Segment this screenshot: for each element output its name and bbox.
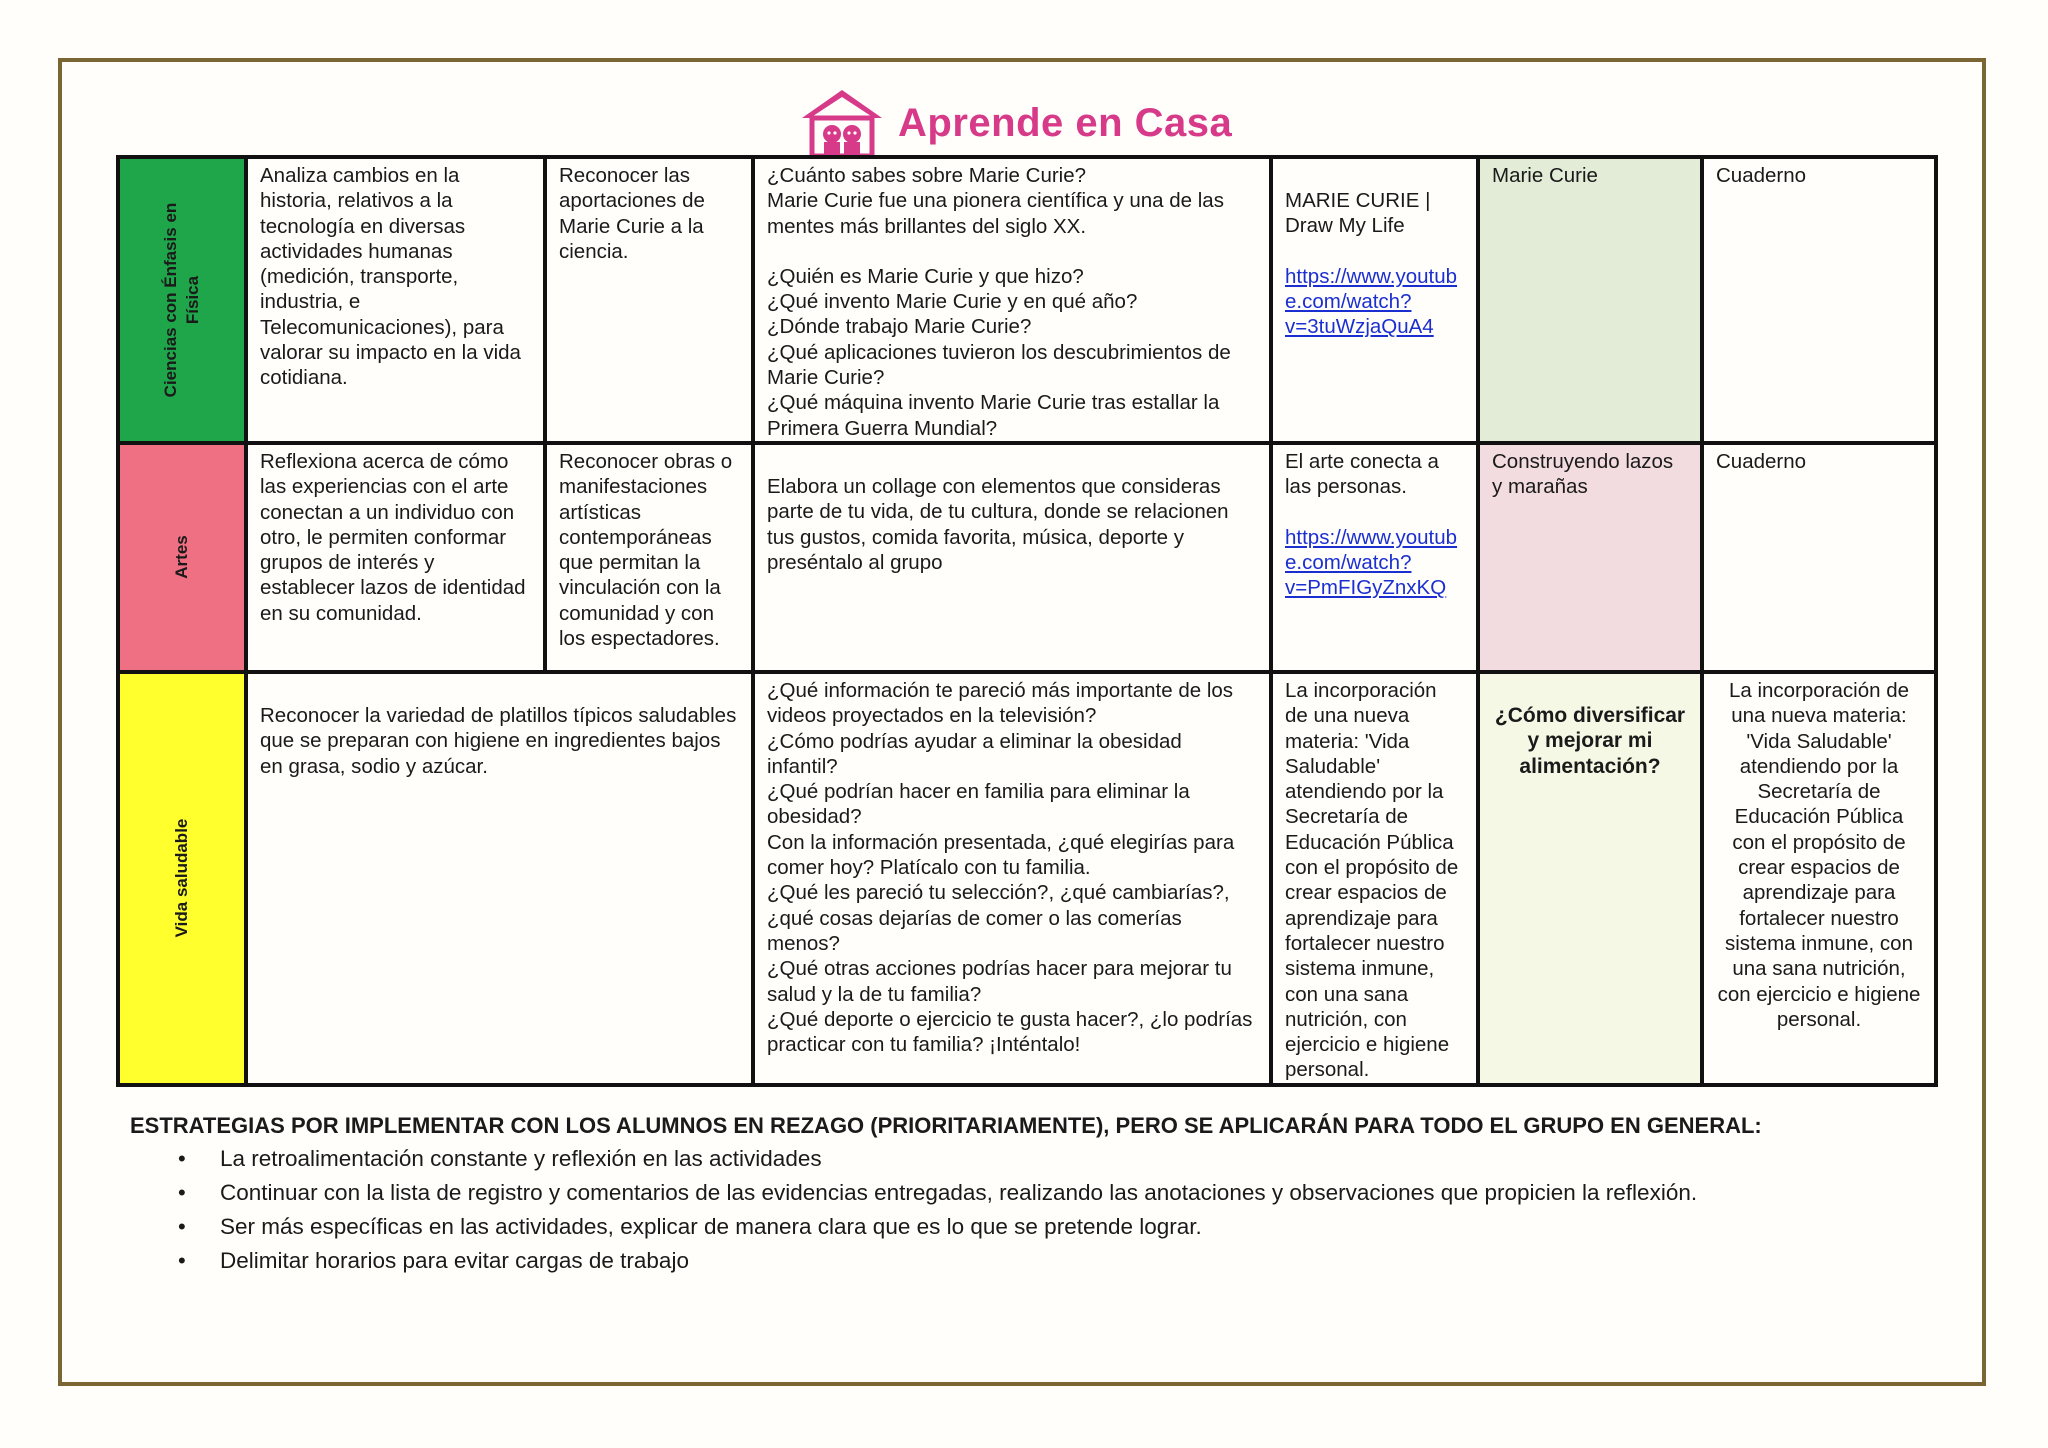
activity-line: ¿Qué les pareció tu selección?, ¿qué cambiarías?, ¿qué cosas dejarías de comer o las comerías menos?	[767, 881, 1230, 955]
activity-line: ¿Qué invento Marie Curie y en qué año?	[767, 290, 1138, 314]
purpose-cell: Reconocer obras o manifestaciones artísticas contemporáneas que permitan la vinculación con la comunidad y con los espectadores.	[545, 443, 753, 672]
youtube-link[interactable]: https://www.youtube.com/watch?v=PmFIGyZnxKQ	[1285, 525, 1458, 600]
activity-text: Elabora un collage con elementos que consideras parte de tu vida, de tu cultura, donde se relacionen tus gustos, comida favorita, música, deporte y preséntalo al grupo	[767, 474, 1229, 574]
table-row	[118, 157, 1936, 443]
strategies-list	[130, 1142, 1930, 1278]
logo-title: Aprende en Casa	[898, 100, 1233, 145]
material-cell: Cuaderno	[1702, 443, 1936, 672]
bullet-icon: •	[178, 1146, 186, 1171]
activity-line: Con la información presentada, ¿qué elegirías para comer hoy? Platícalo con tu familia.	[767, 830, 1235, 880]
activity-line: ¿Qué otras acciones podrías hacer para mejorar tu salud y la de tu familia?	[767, 957, 1232, 1006]
subject-label: Ciencias con Énfasis en Física	[161, 202, 202, 398]
bullet-icon: •	[178, 1214, 186, 1239]
table-row	[118, 443, 1936, 672]
activity-line: ¿Cómo podrías ayudar a eliminar la obesidad infantil?	[767, 729, 1182, 778]
list-item: • Ser más específicas en las actividades, explicar de manera clara que es lo que se pretende lograr.	[220, 1210, 1930, 1244]
resource-cell	[1271, 157, 1478, 443]
learning-expectation-text: Reconocer la variedad de platillos típicos saludables que se preparan con higiene en ingredientes bajos en grasa, sodio y azúcar.	[260, 703, 737, 778]
subject-label: Artes	[172, 535, 191, 580]
learning-expectation-cell	[246, 672, 753, 1085]
activity-line: ¿Qué información te pareció más importante de los videos proyectados en la televisión?	[767, 678, 1234, 728]
table-row	[118, 672, 1936, 1085]
aprende-en-casa-logo	[800, 84, 1232, 162]
list-item: • La retroalimentación constante y reflexión en las actividades	[220, 1142, 1930, 1176]
topic-cell	[1478, 672, 1702, 1085]
activity-line: ¿Quién es Marie Curie y que hizo?	[767, 264, 1084, 288]
strategies-section	[130, 1110, 1930, 1278]
subject-cell-artes	[118, 443, 246, 672]
bullet-icon: •	[178, 1180, 186, 1205]
learning-expectation-cell: Analiza cambios en la historia, relativos a la tecnología en diversas actividades humanas (medición, transporte, industria, e Telecomunicaciones), para valorar su impacto en la vida cotidiana.	[246, 157, 545, 443]
subject-cell-vida-saludable	[118, 672, 246, 1085]
purpose-cell: Reconocer las aportaciones de Marie Curie a la ciencia.	[545, 157, 753, 443]
activity-cell	[753, 672, 1271, 1085]
activity-cell	[753, 157, 1271, 443]
activity-line: ¿Qué aplicaciones tuvieron los descubrimientos de Marie Curie?	[767, 340, 1231, 390]
bullet-icon: •	[178, 1248, 186, 1273]
activity-line: ¿Qué podrían hacer en familia para eliminar la obesidad?	[767, 780, 1190, 829]
topic-cell: Construyendo lazos y marañas	[1478, 443, 1702, 672]
material-cell: La incorporación de una nueva materia: 'Vida Saludable' atendiendo por la Secretaría de Educación Pública con el propósito de crear espacios de aprendizaje para fortalecer nuestro sistema inmune, con una sana nutrición, con ejercicio e higiene personal.	[1702, 672, 1936, 1085]
subject-cell-ciencias	[118, 157, 246, 443]
list-item: • Continuar con la lista de registro y comentarios de las evidencias entregadas, realizando las anotaciones y observaciones que propicien la reflexión.	[220, 1176, 1930, 1210]
activity-line: ¿Qué máquina invento Marie Curie tras estallar la Primera Guerra Mundial?	[767, 391, 1220, 440]
activity-line: Marie Curie fue una pionera científica y una de las mentes más brillantes del siglo XX.	[767, 189, 1224, 238]
topic-cell: Marie Curie	[1478, 157, 1702, 443]
topic-question: ¿Cómo diversificar y mejorar mi alimentación?	[1494, 703, 1686, 778]
activity-line: ¿Dónde trabajo Marie Curie?	[767, 315, 1032, 339]
activity-line: ¿Cuánto sabes sobre Marie Curie?	[767, 164, 1087, 187]
activity-line: ¿Qué deporte o ejercicio te gusta hacer?, ¿lo podrías practicar con tu familia? ¡Inténtalo!	[767, 1007, 1253, 1057]
subject-label: Vida saludable	[172, 818, 191, 938]
learning-expectation-cell: Reflexiona acerca de cómo las experiencias con el arte conectan a un individuo con otro, le permiten conformar grupos de interés y establecer lazos de identidad en su comunidad.	[246, 443, 545, 672]
house-kids-icon	[800, 88, 884, 158]
strategies-heading: ESTRATEGIAS POR IMPLEMENTAR CON LOS ALUMNOS EN REZAGO (PRIORITARIAMENTE), PERO SE APLICARÁN PARA TODO EL GRUPO EN GENERAL:	[130, 1113, 1762, 1138]
lesson-plan-table	[116, 155, 1938, 1087]
material-cell: Cuaderno	[1702, 157, 1936, 443]
resource-cell	[1271, 443, 1478, 672]
resource-title: MARIE CURIE | Draw My Life	[1285, 189, 1431, 238]
resource-title: El arte conecta a las personas.	[1285, 449, 1439, 499]
youtube-link[interactable]: https://www.youtube.com/watch?v=3tuWzjaQuA4	[1285, 264, 1458, 339]
activity-spacer	[767, 239, 1257, 264]
resource-cell: La incorporación de una nueva materia: 'Vida Saludable' atendiendo por la Secretaría de Educación Pública con el propósito de crear espacios de aprendizaje para fortalecer nuestro sistema inmune, con una sana nutrición, con ejercicio e higiene personal.	[1271, 672, 1478, 1085]
activity-cell	[753, 443, 1271, 672]
list-item: • Delimitar horarios para evitar cargas de trabajo	[220, 1244, 1930, 1278]
